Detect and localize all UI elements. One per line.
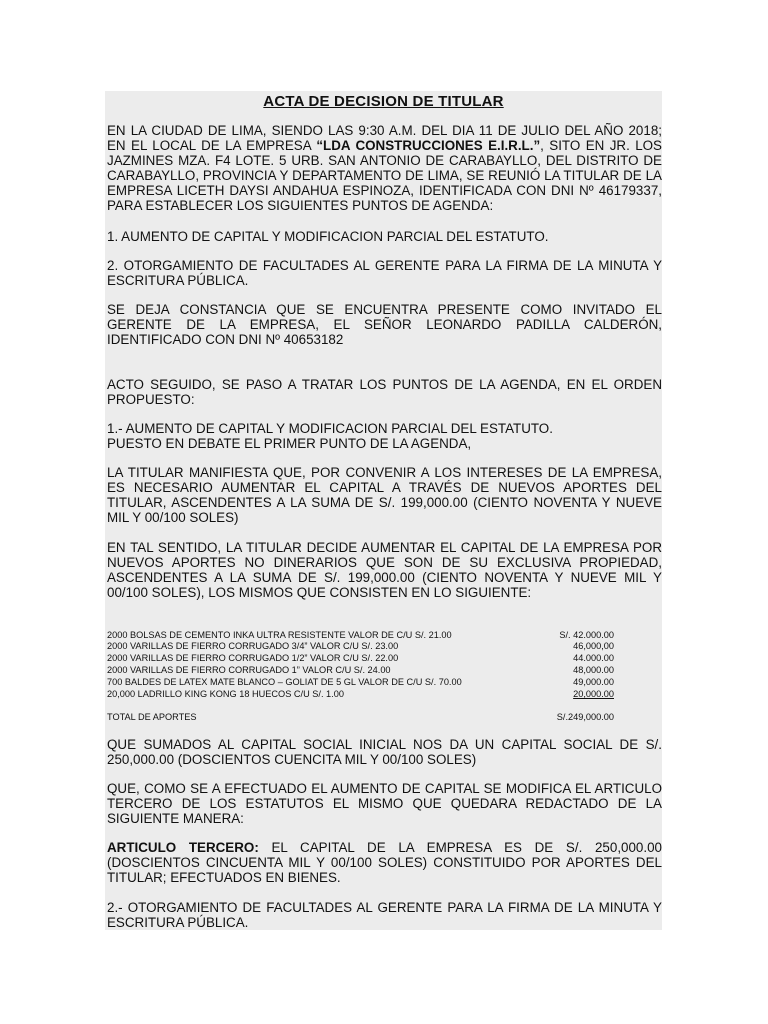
articulo-tercero-paragraph bbox=[107, 840, 662, 885]
item-desc: 20,000 LADRILLO KING KONG 18 HUECOS C/U S/. 1.00 bbox=[107, 689, 344, 699]
intro-paragraph bbox=[107, 123, 662, 213]
punto-2-heading: 2.- OTORGAMIENTO DE FACULTADES AL GERENTE PARA LA FIRMA DE LA MINUTA Y ESCRITURA PÚBLICA. bbox=[107, 900, 662, 930]
company-name: “LDA CONSTRUCCIONES E.I.R.L.” bbox=[316, 138, 541, 153]
item-desc: 2000 BOLSAS DE CEMENTO INKA ULTRA RESISTENTE VALOR DE C/U S/. 21.00 bbox=[107, 630, 452, 640]
item-amount: 44.000.00 bbox=[573, 653, 614, 663]
debate-line: PUESTO EN DEBATE EL PRIMER PUNTO DE LA AGENDA, bbox=[107, 436, 472, 451]
item-desc: 2000 VARILLAS DE FIERRO CORRUGADO 3/4” VALOR C/U S/. 23.00 bbox=[107, 641, 399, 651]
item-desc: 2000 VARILLAS DE FIERRO CORRUGADO 1/2” VALOR C/U S/. 22.00 bbox=[107, 653, 399, 663]
item-desc: 700 BALDES DE LATEX MATE BLANCO – GOLIAT DE 5 GL VALOR DE C/U S/. 70.00 bbox=[107, 677, 462, 687]
item-desc: 2000 VARILLAS DE FIERRO CORRUGADO 1” VALOR C/U S/. 24.00 bbox=[107, 665, 391, 675]
item-amount: 49,000.00 bbox=[573, 677, 614, 687]
item-amount-subtotal: 20,000.00 bbox=[573, 689, 614, 699]
item-amount: 48,000.00 bbox=[573, 665, 614, 675]
total-label: TOTAL DE APORTES bbox=[107, 712, 197, 722]
modifica-paragraph: QUE, COMO SE A EFECTUADO EL AUMENTO DE CAPITAL SE MODIFICA EL ARTICULO TERCERO DE LOS ESTATUTOS EL MISMO QUE QUEDARA REDACTADO DE LA SIGUIENTE MANERA: bbox=[107, 781, 662, 826]
articulo-text: EL CAPITAL DE LA EMPRESA ES DE S/. 250,000.00 (DOSCIENTOS CINCUENTA MIL Y 00/100 SOLES) CONSTITUIDO POR APORTES DEL TITULAR; EFECTUADOS EN BIENES. bbox=[107, 840, 662, 885]
agenda-item-2: 2. OTORGAMIENTO DE FACULTADES AL GERENTE PARA LA FIRMA DE LA MINUTA Y ESCRITURA PÚBLICA. bbox=[107, 258, 662, 288]
document-title: ACTA DE DECISION DE TITULAR bbox=[263, 93, 504, 110]
total-amount: S/.249,000.00 bbox=[556, 712, 614, 722]
item-amount: 46,000,00 bbox=[573, 641, 614, 651]
sumados-paragraph: QUE SUMADOS AL CAPITAL SOCIAL INICIAL NOS DA UN CAPITAL SOCIAL DE S/. 250,000.00 (DOSCIENTOS CUENCITA MIL Y 00/100 SOLES) bbox=[107, 737, 662, 767]
intro-after: , SITO EN JR. LOS JAZMINES MZA. F4 LOTE. 5 URB. SAN ANTONIO DE CARABAYLLO, DEL DISTRITO DE CARABAYLLO, PROVINCIA Y DEPARTAMENTO DE LIMA, SE REUNIÓ LA TITULAR DE LA EMPRESA LICETH DAYSI ANDAHUA ESPINOZA, IDENTIFICADA CON DNI Nº 46179337, PARA ESTABLECER LOS SIGUIENTES PUNTOS DE AGENDA: bbox=[107, 138, 662, 213]
acto-seguido-paragraph: ACTO SEGUIDO, SE PASO A TRATAR LOS PUNTOS DE LA AGENDA, EN EL ORDEN PROPUESTO: bbox=[107, 377, 662, 407]
constancia-paragraph: SE DEJA CONSTANCIA QUE SE ENCUENTRA PRESENTE COMO INVITADO EL GERENTE DE LA EMPRESA, EL SEÑOR LEONARDO PADILLA CALDERÓN, IDENTIFICADO CON DNI Nº 40653182 bbox=[107, 302, 662, 347]
articulo-label: ARTICULO TERCERO: bbox=[107, 840, 259, 855]
manifiesta-paragraph: LA TITULAR MANIFIESTA QUE, POR CONVENIR A LOS INTERESES DE LA EMPRESA, ES NECESARIO AUMENTAR EL CAPITAL A TRAVÉS DE NUEVOS APORTES DEL TITULAR, ASCENDENTES A LA SUMA DE S/. 199,000.00 (CIENTO NOVENTA Y NUEVE MIL Y 00/100 SOLES) bbox=[107, 465, 662, 525]
sentido-paragraph: EN TAL SENTIDO, LA TITULAR DECIDE AUMENTAR EL CAPITAL DE LA EMPRESA POR NUEVOS APORTES NO DINERARIOS QUE SON DE SU EXCLUSIVA PROPIEDAD, ASCENDENTES A LA SUMA DE S/. 199,000.00 (CIENTO NOVENTA Y NUEVE MIL Y 00/100 SOLES), LOS MISMOS QUE CONSISTEN EN LO SIGUIENTE: bbox=[107, 540, 662, 600]
item-amount: S/. 42.000.00 bbox=[559, 630, 614, 640]
intro-before: EN LA CIUDAD DE LIMA, SIENDO LAS 9:30 A.M. DEL DIA 11 DE JULIO DEL AÑO 2018; EN EL LOCAL DE LA EMPRESA bbox=[107, 123, 662, 153]
punto-1-heading: 1.- AUMENTO DE CAPITAL Y MODIFICACION PARCIAL DEL ESTATUTO. bbox=[107, 421, 553, 436]
agenda-item-1: 1. AUMENTO DE CAPITAL Y MODIFICACION PARCIAL DEL ESTATUTO. bbox=[107, 229, 549, 244]
